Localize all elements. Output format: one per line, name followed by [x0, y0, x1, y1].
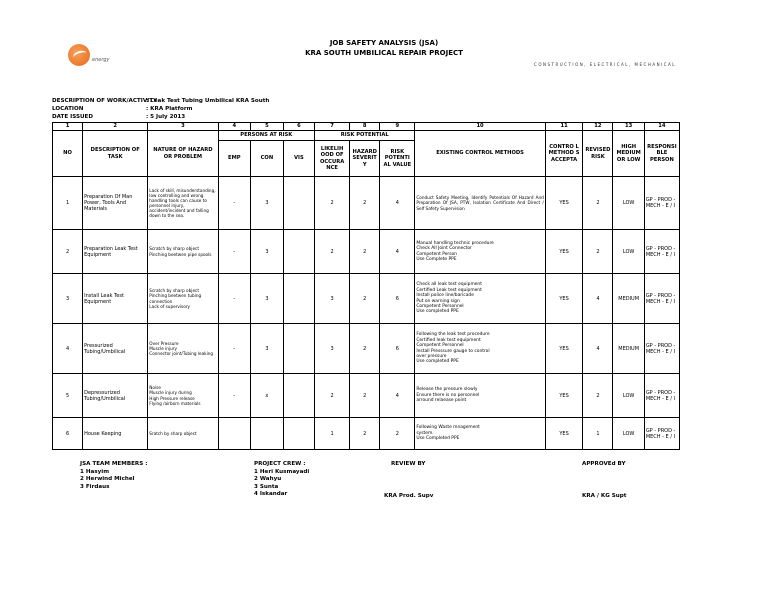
task-cell: Pressurized Tubing/Umbilical: [83, 324, 148, 374]
hazard-cell-line: Connector joint/Tubing leaking: [149, 351, 214, 357]
row-no: 6: [53, 418, 83, 450]
responsible-cell: GP - PROD - MECH - E / I: [644, 274, 679, 324]
header-likelihood: LIKELIH OOD OF OCCURA NCE: [315, 141, 350, 177]
controls-cell: [415, 177, 545, 230]
accepted-cell: YES: [545, 374, 583, 418]
controls-cell-line: over pressure: [416, 353, 447, 359]
document-title: JOB SAFETY ANALYSIS (JSA): [329, 39, 439, 47]
revised-risk-cell: 4: [583, 274, 613, 324]
table-row: [53, 177, 680, 230]
col-num: 10: [415, 123, 545, 131]
controls-cell-line: Install Presssure gauge to control: [416, 348, 490, 354]
controls-cell-line: Ensure there is no personnel: [416, 392, 480, 398]
hazard-cell: [148, 274, 218, 324]
emp-cell: -: [218, 177, 251, 230]
controls-cell-line: Use Complete PPE: [416, 256, 457, 262]
jsa-table-body: [53, 177, 680, 450]
emp-cell: [218, 418, 251, 450]
team-member: 1 Hasyim: [80, 468, 110, 475]
controls-cell-line: Certified leak test equipment: [416, 337, 481, 343]
approve-title: APPROVEd BY: [582, 461, 626, 467]
task-cell: Preparation Leak Test Equipment: [83, 230, 148, 274]
header-existing-controls: EXISTING CONTROL METHODS: [415, 131, 545, 177]
hazard-cell-line: Lack of skill, misunderstanding, low controlling and wrong handling tools can cause to personnel injury, accident/incident and falling down to the sea.: [149, 187, 216, 219]
team-member: 3 Firdaus: [80, 483, 110, 490]
risk-level-cell: LOW: [613, 177, 644, 230]
hazard-cell: [148, 177, 218, 230]
column-number-row: [53, 123, 680, 131]
hazard-cell: [148, 374, 218, 418]
col-num: 14: [644, 123, 679, 131]
hazard-cell-line: Sratch by sharp object: [149, 430, 197, 436]
controls-cell-line: Check All Joint Connector: [416, 246, 472, 252]
hazard-cell-line: Scratch by sharp object: [149, 246, 199, 252]
col-num: 11: [545, 123, 583, 131]
risk-value-cell: 4: [380, 374, 415, 418]
controls-cell: [415, 418, 545, 450]
risk-value-cell: 4: [380, 230, 415, 274]
crew-member: 2 Wahyu: [254, 476, 282, 483]
emp-cell: -: [218, 230, 251, 274]
likelihood-cell: 2: [315, 177, 350, 230]
col-num: 9: [380, 123, 415, 131]
accepted-cell: YES: [545, 230, 583, 274]
col-num: 12: [583, 123, 613, 131]
header-risk-value: RISK POTENTI AL VALUE: [380, 141, 415, 177]
jsa-table: [52, 122, 680, 450]
table-row: [53, 324, 680, 374]
header-hazard: NATURE OF HAZARD OR PROBLEM: [148, 131, 218, 177]
revised-risk-cell: 2: [583, 374, 613, 418]
controls-cell-line: Use completed PPE: [416, 359, 459, 365]
hazard-cell-line: Pinching beetwen tubing: [149, 293, 202, 299]
responsible-cell: GP - PROD - MECH - E / I: [644, 230, 679, 274]
header-risk-level: HIGH MEDIUM OR LOW: [613, 131, 644, 177]
col-num: 8: [350, 123, 380, 131]
accepted-cell: YES: [545, 324, 583, 374]
vis-cell: [283, 374, 314, 418]
header-task: DESCRIPTION OF TASK: [83, 131, 148, 177]
risk-level-cell: MEDIUM: [613, 324, 644, 374]
controls-cell: [415, 374, 545, 418]
controls-cell: [415, 230, 545, 274]
con-cell: 3: [251, 177, 284, 230]
hazard-cell-line: Flying /airborn materials: [149, 400, 201, 406]
controls-cell-line: Following the leak test procedure: [416, 332, 490, 338]
task-cell: Depressurized Tubing/Umbilical: [83, 374, 148, 418]
risk-value-cell: 6: [380, 274, 415, 324]
vis-cell: [283, 230, 314, 274]
table-row: [53, 418, 680, 450]
revised-risk-cell: 2: [583, 177, 613, 230]
hazard-cell-line: Pinching beetwen pipe spools: [149, 251, 212, 257]
con-cell: x: [251, 374, 284, 418]
task-cell: Install Leak Test Equipment: [83, 274, 148, 324]
project-title: KRA SOUTH UMBILICAL REPAIR PROJECT: [305, 49, 463, 57]
meta-date: DATE ISSUED : 5 July 2013: [52, 114, 186, 120]
col-num: 5: [251, 123, 284, 131]
crew-member: 1 Heri Kusmayadi: [254, 468, 310, 475]
row-no: 4: [53, 324, 83, 374]
responsible-cell: GP - PROD - MECH - E / I: [644, 374, 679, 418]
severity-cell: 2: [350, 230, 380, 274]
revised-risk-cell: 2: [583, 230, 613, 274]
controls-cell: [415, 324, 545, 374]
severity-cell: 2: [350, 374, 380, 418]
controls-cell-line: Certified Leak test equipment: [416, 287, 482, 293]
hazard-cell-line: connection: [149, 298, 173, 304]
header-risk-potential: RISK POTENTIAL: [315, 131, 415, 141]
hazard-cell-line: Noise: [149, 385, 161, 391]
col-num: 4: [218, 123, 251, 131]
group-header-row: [53, 131, 680, 141]
col-num: 6: [283, 123, 314, 131]
approve-name: KRA / KG Supt: [582, 493, 627, 499]
review-title: REVIEW BY: [391, 461, 426, 467]
risk-value-cell: 2: [380, 418, 415, 450]
col-num: 3: [148, 123, 218, 131]
severity-cell: 2: [350, 177, 380, 230]
hazard-cell: [148, 324, 218, 374]
team-members-title: JSA TEAM MEMBERS :: [80, 461, 148, 467]
controls-cell-line: Release the pressure slowly: [416, 387, 478, 393]
severity-cell: 2: [350, 324, 380, 374]
col-num: 7: [315, 123, 350, 131]
header-revised-risk: REVISED RISK: [583, 131, 613, 177]
project-crew-title: PROJECT CREW :: [254, 461, 306, 467]
controls-cell-line: Use completed PPE: [416, 309, 459, 315]
risk-level-cell: LOW: [613, 230, 644, 274]
risk-value-cell: 4: [380, 177, 415, 230]
likelihood-cell: 1: [315, 418, 350, 450]
header-con: CON: [251, 141, 284, 177]
emp-cell: -: [218, 374, 251, 418]
controls-cell: [415, 274, 545, 324]
header-persons-at-risk: PERSONS AT RISK: [218, 131, 315, 141]
row-no: 1: [53, 177, 83, 230]
con-cell: 3: [251, 274, 284, 324]
controls-cell-line: Install police line/baricade: [416, 293, 474, 299]
revised-risk-cell: 4: [583, 324, 613, 374]
team-member: 2 Herwind Michel: [80, 476, 135, 483]
risk-level-cell: LOW: [613, 418, 644, 450]
vis-cell: [283, 324, 314, 374]
controls-cell-line: Competent Personnel: [416, 303, 464, 309]
col-num: 2: [83, 123, 148, 131]
accepted-cell: YES: [545, 418, 583, 450]
controls-cell-line: Check all leak test equipment: [416, 282, 482, 288]
table-row: [53, 230, 680, 274]
row-no: 5: [53, 374, 83, 418]
vis-cell: [283, 418, 314, 450]
risk-level-cell: LOW: [613, 374, 644, 418]
table-row: [53, 374, 680, 418]
task-cell: Preparation Of Man Power, Tools And Materials: [83, 177, 148, 230]
severity-cell: 2: [350, 418, 380, 450]
header-responsible: RESPONSI BLE PERSON: [644, 131, 679, 177]
controls-cell-line: Following Waste mnagement: [416, 425, 480, 431]
row-no: 2: [53, 230, 83, 274]
crew-member: 4 Iskandar: [254, 491, 288, 498]
hazard-cell-line: Lack of supervisory: [149, 303, 190, 309]
revised-risk-cell: 1: [583, 418, 613, 450]
header-vis: VIS: [283, 141, 314, 177]
header-severity: HAZARD SEVERIT Y: [350, 141, 380, 177]
table-row: [53, 274, 680, 324]
meta-description: DESCRIPTION OF WORK/ACTIVITY: Leak Test Tubing Umbilical KRA South: [52, 98, 270, 104]
review-name: KRA Prod. Supv: [384, 493, 434, 499]
con-cell: 3: [251, 230, 284, 274]
hazard-cell-line: High Pressure release: [149, 395, 195, 401]
task-cell: House Keeping: [83, 418, 148, 450]
vis-cell: [283, 177, 314, 230]
col-num: 13: [613, 123, 644, 131]
controls-cell-line: Put on warning sign: [416, 298, 460, 304]
vis-cell: [283, 274, 314, 324]
controls-cell-line: Conduct Safety Meeting, Identify Potentials Of Hazard And Preparation Of JSA, PTW, Isolation Certificate And Direct / Self Safety Supervision: [416, 195, 544, 211]
row-no: 3: [53, 274, 83, 324]
likelihood-cell: 2: [315, 230, 350, 274]
controls-cell-line: Use Completed PPE: [416, 436, 460, 442]
likelihood-cell: 3: [315, 274, 350, 324]
hazard-cell-line: Over Pressure: [149, 340, 179, 346]
emp-cell: -: [218, 324, 251, 374]
con-cell: 3: [251, 324, 284, 374]
meta-location: LOCATION : KRA Platform: [52, 106, 193, 112]
risk-value-cell: 6: [380, 324, 415, 374]
responsible-cell: GP - PROD - MECH - E / I: [644, 418, 679, 450]
controls-cell-line: Manual handling technic procedure: [416, 240, 494, 246]
hazard-cell-line: Muscle injury: [149, 345, 177, 351]
header-no: NO: [53, 131, 83, 177]
accepted-cell: YES: [545, 177, 583, 230]
hazard-cell: [148, 230, 218, 274]
crew-member: 3 Sunta: [254, 483, 279, 490]
company-tagline: CONSTRUCTION, ELECTRICAL, MECHANICAL: [534, 62, 676, 67]
risk-level-cell: MEDIUM: [613, 274, 644, 324]
responsible-cell: GP - PROD - MECH - E / I: [644, 324, 679, 374]
hazard-cell-line: Scratch by sharp object: [149, 288, 199, 294]
likelihood-cell: 3: [315, 324, 350, 374]
logo-text: energy: [92, 57, 110, 63]
controls-cell-line: system.: [416, 430, 434, 436]
header-control-method: CONTRO L METHOD S ACCEPTA: [545, 131, 583, 177]
header-emp: EMP: [218, 141, 251, 177]
controls-cell-line: arround relaease point: [416, 398, 467, 404]
col-num: 1: [53, 123, 83, 131]
accepted-cell: YES: [545, 274, 583, 324]
con-cell: [251, 418, 284, 450]
emp-cell: -: [218, 274, 251, 324]
controls-cell-line: Competent Personnel: [416, 343, 464, 349]
likelihood-cell: 2: [315, 374, 350, 418]
team-members-block: [80, 461, 147, 491]
hazard-cell-line: Muscle injury during: [149, 390, 192, 396]
responsible-cell: GP - PROD - MECH - E / I: [644, 177, 679, 230]
severity-cell: 2: [350, 274, 380, 324]
controls-cell-line: Competent Person: [416, 251, 457, 257]
hazard-cell: [148, 418, 218, 450]
project-crew-block: [254, 461, 309, 499]
